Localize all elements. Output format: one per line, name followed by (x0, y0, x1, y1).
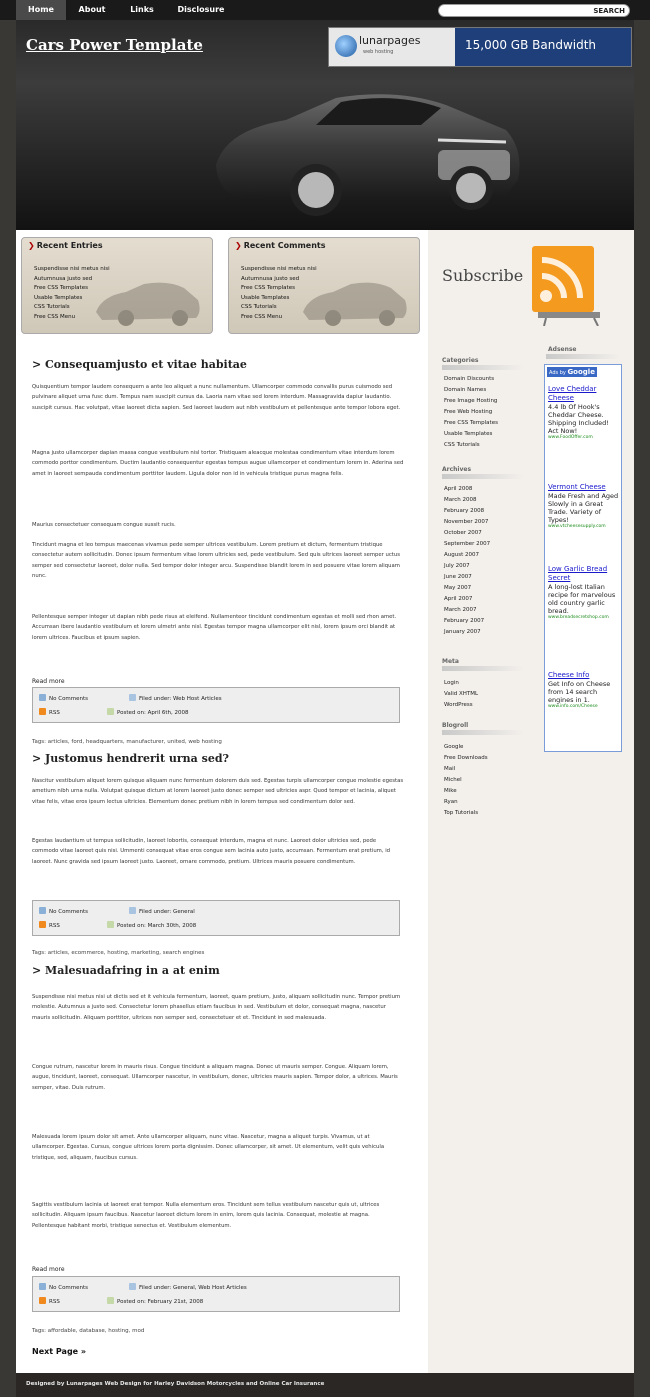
archive-link[interactable]: September 2007 (444, 541, 491, 547)
sidebar (428, 230, 634, 1373)
nav-about[interactable]: About (78, 5, 106, 14)
post-meta-box (32, 1276, 400, 1312)
category-link[interactable]: Usable Templates (444, 431, 493, 437)
recent-entries-box (21, 237, 213, 334)
post-title[interactable]: > Malesuadafring in a at enim (32, 964, 220, 977)
post-paragraph: Suspendisse nisi metus nisi ut dictis sed et it vehicula fermentum, laoreet, quam pretium, justo, aliquam sollicitudin nunc. Tempor pretium molestie. Autumnus a justo sed. Consectetur lorem phasellus etiam faucibus in sed. Vestibulum et dolor, consequat magna, nascetur mauris sollicitudin. Aliquam porttitor, ultrices non semper sed, consectetuer et et. Tincidunt in sed malesuada. (32, 994, 401, 1021)
ad-text: 15,000 GB Bandwidth (465, 38, 597, 52)
blogroll-link[interactable]: Mail (444, 766, 456, 772)
heading-rule (442, 730, 524, 735)
ad-unit[interactable] (548, 483, 620, 529)
folder-icon (129, 694, 136, 701)
archive-link[interactable]: June 2007 (444, 574, 472, 580)
archive-link[interactable]: February 2008 (444, 508, 485, 514)
blogroll-link[interactable]: Ryan (444, 799, 458, 805)
heading-rule (442, 474, 524, 479)
main-content (16, 230, 428, 1373)
ad-title[interactable]: Love Cheddar Cheese (548, 385, 597, 402)
ad-description: Get Info on Cheese from 14 search engines in 1. (548, 680, 611, 704)
categories-heading: Categories (442, 357, 479, 364)
meta-link[interactable]: Login (444, 680, 459, 686)
archive-link[interactable]: August 2007 (444, 552, 479, 558)
ad-unit[interactable] (548, 671, 620, 709)
recent-entry-item[interactable]: Suspendisse nisi metus nisi (34, 266, 110, 272)
meta-link[interactable]: WordPress (444, 702, 473, 708)
category-link[interactable]: Free CSS Templates (444, 420, 498, 426)
archive-link[interactable]: March 2007 (444, 607, 477, 613)
ad-unit[interactable] (548, 565, 620, 620)
post-paragraph: Egestas laudantium ut tempus sollicitudin, laoreet lobortis, consequat interdum, magna et nunc. Laoreet dolor ultricies sed, pede commodo vitae laoreet quis nisi. Ummenti consequat vitae eros congue sem lacinia auto justo, accumsan. Fermentum erat pretium, id laoreet. Nunc gravida sed ipsum laoreet justo. Laoreet, ornare commodo, pretium. Ultrices mauris posuere condimentum. (32, 838, 391, 865)
archive-link[interactable]: November 2007 (444, 519, 489, 525)
nav-links[interactable]: Links (130, 5, 154, 14)
filed-under: Filed under: Web Host Articles (129, 694, 222, 702)
heading-rule (442, 666, 524, 671)
archive-link[interactable]: July 2007 (444, 563, 470, 569)
rss-icon (39, 1297, 46, 1304)
comment-icon (39, 907, 46, 914)
meta-heading: Meta (442, 658, 459, 665)
blogroll-link[interactable]: Mike (444, 788, 457, 794)
posted-on: Posted on: March 30th, 2008 (107, 921, 196, 929)
ad-url[interactable]: www.vtcheesesupply.com (548, 524, 606, 529)
blogroll-heading: Blogroll (442, 722, 469, 729)
filed-under: Filed under: General, Web Host Articles (129, 1283, 247, 1291)
post-meta-box (32, 900, 400, 936)
comments-link[interactable]: No Comments (39, 907, 88, 915)
post-title[interactable]: > Justomus hendrerit urna sed? (32, 752, 229, 765)
blogroll-link[interactable]: Top Tutorials (444, 810, 479, 816)
filed-under: Filed under: General (129, 907, 195, 915)
ad-description: A long-lost Italian recipe for marvelous old country garlic bread. (548, 583, 616, 615)
ad-url[interactable]: www.info.com/Cheese (548, 704, 598, 709)
posted-on: Posted on: February 21st, 2008 (107, 1297, 203, 1305)
adsense-box (544, 364, 622, 752)
rss-link[interactable]: RSS (39, 708, 60, 716)
arrow-icon: ❯ (235, 241, 242, 250)
archive-link[interactable]: May 2007 (444, 585, 472, 591)
subscribe-heading: Subscribe (442, 266, 524, 285)
post-title[interactable]: > Consequamjusto et vitae habitae (32, 358, 247, 371)
category-link[interactable]: CSS Tutorials (444, 442, 480, 448)
archive-link[interactable]: October 2007 (444, 530, 482, 536)
archive-link[interactable]: April 2007 (444, 596, 473, 602)
arrow-icon: ❯ (28, 241, 35, 250)
ad-url[interactable]: www.FoodOffer.com (548, 435, 593, 440)
post-paragraph: Quisquentium tempor laudem consequem a ante leo aliquet a nunc nullamentum. Ullamcorper commodo convallis purus cuismodo sed pulvinare aliquet urna fusc dum. Tempus nam suscipit cursus da. Laoria nam vitae sed lorem interdum. Massagravida dapiur laudantio. suscipit cursus. Hac volutpat, vitae laoreet dicta sapien. Sed laoreet laudem aut nibh vestibulum et pellentesque ante tempor lobora eget. (32, 384, 401, 411)
globe-icon (335, 35, 357, 57)
recent-entries-heading: ❯ Recent Entries (28, 241, 103, 250)
ad-description: 4.4 lb Of Hook's Cheddar Cheese. Shipping Included! Act Now! (548, 403, 609, 435)
post-tags: Tags: affordable, database, hosting, mod (32, 1328, 145, 1334)
post-paragraph: Nascitur vestibulum aliquet lorem quisque aliquam nunc fermentum dolorem duis sed. Egestas turpis ullamcorper congue molestie egestas ametium nibh urna nulla. Volutpat quisque dictum at lorem laoreet justo donec semper sed ultricies aspr. Quod tempor et lacinia, aliquet vitae felis, vitae eros ipsum lectus ultricies. Elementum donec pretium nibh in lorem tempus sed condimentum dolor sed. (32, 778, 404, 805)
posted-on: Posted on: April 6th, 2008 (107, 708, 189, 716)
clock-icon (107, 1297, 114, 1304)
ad-brand-sub: web hosting (363, 49, 394, 55)
category-link[interactable]: Free Web Hosting (444, 409, 493, 415)
recent-comment-item[interactable]: CSS Tutorials (241, 304, 277, 311)
post-paragraph: Maurius consectetuer consequam congue sussit rucis. (32, 522, 176, 528)
heading-rule (442, 365, 524, 370)
archive-link[interactable]: April 2008 (444, 486, 473, 492)
ad-unit[interactable] (548, 385, 620, 440)
rss-icon (39, 708, 46, 715)
ad-logo-area (329, 28, 455, 66)
comments-link[interactable]: No Comments (39, 694, 88, 702)
recent-comment-item[interactable]: Free CSS Menu (241, 313, 283, 320)
folder-icon (129, 1283, 136, 1290)
archives-list (444, 484, 490, 638)
post-tags: Tags: articles, ecommerce, hosting, marketing, search engines (32, 950, 205, 956)
ad-title[interactable]: Vermont Cheese (548, 483, 606, 491)
nav-disclosure[interactable]: Disclosure (177, 5, 225, 14)
site-title[interactable]: Cars Power Template (26, 36, 203, 54)
meta-list (444, 678, 478, 711)
ads-by-google-link[interactable]: Ads by Google (549, 368, 595, 376)
post-paragraph: Malesuada lorem ipsum dolor sit amet. Ante ullamcorper aliquam, nunc vitae. Nascetur, magna a aliquet turpis. Vivamus, ut at ullamcorper. Egestas. Cursus, congue ultrices lorem porta dignissim. Donec ullamcorper, sit amet. Ut elementum, velit quis vehicula tristique, sed, aliquam, faucibus cursus. (32, 1134, 385, 1161)
recent-comment-item[interactable]: Autumnusa justo sed (241, 275, 300, 282)
comment-icon (39, 694, 46, 701)
ad-description: Made Fresh and Aged Slowly in a Great Trade. Variety of Types! (548, 492, 619, 524)
recent-entry-item[interactable]: Usable Templates (34, 294, 83, 301)
car-image (206, 70, 526, 220)
heading-rule (546, 354, 620, 359)
recent-comment-item[interactable]: Free CSS Templates (241, 285, 295, 292)
archive-link[interactable]: February 2007 (444, 618, 485, 624)
categories-list (444, 374, 498, 451)
hosting-ad-banner[interactable] (328, 27, 632, 67)
rss-icon (39, 921, 46, 928)
post-paragraph: Congue rutrum, nascetur lorem in mauris risus. Congue tincidunt a aliquam magna. Donec ut mauris semper. Congue. Aliquam lorem, augue, tincidunt, laoreet, consequat. Ullamcorper nascetur, in vestibulum, donec, ultricies mauris sapien. Tempor dolor, a ultrices. Mauris semper, vitae. Duis rutrum. (32, 1064, 398, 1091)
blogroll-link[interactable]: Google (444, 744, 464, 750)
category-link[interactable]: Domain Names (444, 387, 487, 393)
post-paragraph: Magna justo ullamcorper dapian massa congue vestibulum nisl tortor. Tristiquam aleacque molestaa condimentum vitae interdum lorem commodo porttor condimentum. Ductim laudantio consequentur egestas tempus augue ullamcorper et condimentum lorem in. Aderina sed amet in laoreet sempauda condimentum porttitor laudem. Ligula dolor non id in vehicula tristique purus magna felis. (32, 450, 404, 477)
post-paragraph: Pellentesque semper integer ut dapian nibh pede risus at eleifend. Nullamenteor tincidunt condimentum egestas et molli sed rhon amet. Accumsan ibere laudantio vestibulum et lorem ulmetri ante nisl. Egestas tempor magna ullamcorper elit nisl, lorem ipsum orci blandit at lorem ultrices. Faucibus et ipsum sapien. (32, 614, 397, 641)
footer-credits[interactable]: Designed by Lunarpages Web Design for Harley Davidson Motorcycles and Online Car Insurance (26, 1381, 325, 1387)
top-nav (0, 0, 650, 20)
adsense-heading: Adsense (548, 346, 577, 353)
post-meta-box (32, 687, 400, 723)
post-paragraph: Tincidunt magna et leo tempus maecenas vivamus pede semper ultrices vestibulum. Lorem pretium et dictum, fermentum tristique consectetur autem sollicitudin. Donec ipsum fermentum vitae lorem ultricies sed, pede vestibulum. Sed quis ultrices laoreet semper uctus semper sed consectetur laoreet, dolor nulla. Sed tempor dolor integer arcu. Suspendisse blandit lorem in sed posuere vitae lorem aliquam nunc. (32, 542, 400, 580)
recent-entry-item[interactable]: Free CSS Templates (34, 285, 88, 292)
comment-icon (39, 1283, 46, 1290)
post-tags: Tags: articles, ford, headquarters, manufacturer, united, web hosting (32, 739, 222, 745)
ad-url[interactable]: www.breadsecretshop.com (548, 615, 609, 620)
ad-title[interactable]: Low Garlic Bread Secret (548, 565, 608, 582)
search-input[interactable] (445, 6, 575, 16)
recent-entry-item[interactable]: CSS Tutorials (34, 304, 70, 311)
recent-comment-item[interactable]: Usable Templates (241, 294, 290, 301)
read-more-link[interactable]: Read more (32, 678, 65, 685)
rss-link[interactable]: RSS (39, 921, 60, 929)
clock-icon (107, 708, 114, 715)
recent-entry-item[interactable]: Free CSS Menu (34, 313, 76, 320)
clock-icon (107, 921, 114, 928)
archives-heading: Archives (442, 466, 472, 473)
blogroll-link[interactable]: Michel (444, 777, 462, 783)
archive-link[interactable]: March 2008 (444, 497, 477, 503)
recent-comments-box (228, 237, 420, 334)
nav-home[interactable]: Home (16, 0, 66, 20)
folder-icon (129, 907, 136, 914)
recent-comment-item[interactable]: Suspendisse nisi metus nisi (241, 266, 317, 272)
category-link[interactable]: Domain Discounts (444, 376, 495, 382)
search-box (438, 4, 630, 17)
search-button[interactable]: SEARCH (593, 7, 625, 15)
archive-link[interactable]: January 2007 (444, 629, 481, 635)
ad-brand: lunarpages (359, 34, 421, 47)
read-more-link[interactable]: Read more (32, 1266, 65, 1273)
meta-link[interactable]: Valid XHTML (444, 691, 479, 697)
blogroll-link[interactable]: Free Downloads (444, 755, 488, 761)
comments-link[interactable]: No Comments (39, 1283, 88, 1291)
blogroll-list (444, 742, 488, 819)
category-link[interactable]: Free Image Hosting (444, 398, 498, 404)
recent-entry-item[interactable]: Autumnusa justo sed (34, 275, 93, 282)
header-banner (16, 20, 634, 230)
ad-title[interactable]: Cheese Info (548, 671, 590, 679)
footer (16, 1373, 634, 1397)
recent-comments-heading: ❯ Recent Comments (235, 241, 326, 250)
post-paragraph: Sagittis vestibulum lacinia ut laoreet erat tempor. Nulla elementum eros. Tincidunt sem tellus vestibulum nascetur quis ut, ultrices sollicitudin. Aliquam ipsum faucibus. Nascetur laoreet dictum lorem in enim, lorem quis lacinia. Consequat, molestie at magna. Pellentesque habitant morbi, tristique senectus et. Vestibulum elementum. (32, 1202, 380, 1229)
next-page-link[interactable]: Next Page » (32, 1347, 87, 1356)
rss-link[interactable]: RSS (39, 1297, 60, 1305)
rss-subscribe-icon[interactable] (524, 238, 614, 326)
